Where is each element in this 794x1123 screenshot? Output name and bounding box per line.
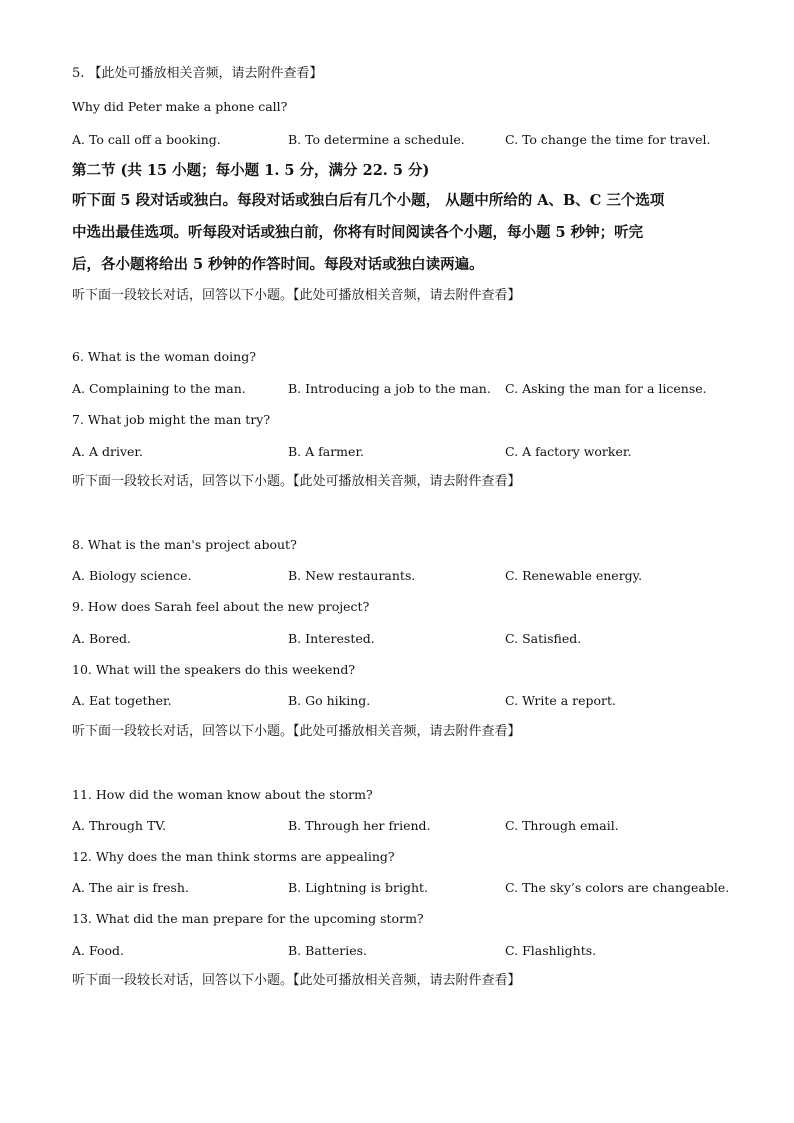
option-c: C. Through email. <box>505 818 619 833</box>
section-heading: 第二节 (共 15 小题；每小题 1. 5 分，满分 22. 5 分) <box>72 162 430 179</box>
option-c: C. Asking the man for a license. <box>505 381 707 396</box>
option-b: B. New restaurants. <box>288 568 416 583</box>
option-a: A. To call off a booking. <box>72 132 221 147</box>
section-instructions-line: 后，各小题将给出 5 秒钟的作答时间。每段对话或独白读两遍。 <box>72 256 484 273</box>
option-c: C. Flashlights. <box>505 943 597 958</box>
option-a: A. Food. <box>72 943 124 958</box>
question-text: 10. What will the speakers do this weekend? <box>72 662 356 677</box>
question-text: 12. Why does the man think storms are appealing? <box>72 849 395 864</box>
audio-prompt[interactable]: 听下面一段较长对话，回答以下小题。【此处可播放相关音频，请去附件查看】 <box>72 724 521 739</box>
option-c: C. A factory worker. <box>505 444 632 459</box>
option-b: B. Interested. <box>288 631 375 646</box>
audio-prompt[interactable]: 听下面一段较长对话，回答以下小题。【此处可播放相关音频，请去附件查看】 <box>72 973 521 988</box>
question-text: 7. What job might the man try? <box>72 412 271 427</box>
option-b: B. To determine a schedule. <box>288 132 465 147</box>
option-c: C. Renewable energy. <box>505 568 643 583</box>
option-b: B. Lightning is bright. <box>288 880 428 895</box>
question-text: Why did Peter make a phone call? <box>72 99 288 114</box>
option-c: C. To change the time for travel. <box>505 132 711 147</box>
audio-note[interactable]: 5. 【此处可播放相关音频，请去附件查看】 <box>72 66 323 81</box>
section-instructions-line: 听下面 5 段对话或独白。每段对话或独白后有几个小题， 从题中所给的 A、B、C 三个选项 <box>72 192 665 209</box>
option-b: B. A farmer. <box>288 444 365 459</box>
option-a: A. A driver. <box>72 444 143 459</box>
option-a: A. Biology science. <box>72 568 192 583</box>
audio-prompt[interactable]: 听下面一段较长对话，回答以下小题。【此处可播放相关音频，请去附件查看】 <box>72 288 521 303</box>
option-a: A. Bored. <box>72 631 132 646</box>
question-text: 9. How does Sarah feel about the new project? <box>72 599 370 614</box>
question-text: 13. What did the man prepare for the upcoming storm? <box>72 911 424 926</box>
option-a: A. The air is fresh. <box>72 880 189 895</box>
section-instructions-line: 中选出最佳选项。听每段对话或独白前，你将有时间阅读各个小题，每小题 5 秒钟；听完 <box>72 224 644 241</box>
question-text: 6. What is the woman doing? <box>72 349 256 364</box>
question-text: 11. How did the woman know about the storm? <box>72 787 373 802</box>
option-a: A. Complaining to the man. <box>72 381 246 396</box>
question-text: 8. What is the man's project about? <box>72 537 297 552</box>
option-b: B. Through her friend. <box>288 818 431 833</box>
option-c: C. Write a report. <box>505 693 617 708</box>
option-a: A. Through TV. <box>72 818 167 833</box>
option-b: B. Introducing a job to the man. <box>288 381 491 396</box>
option-a: A. Eat together. <box>72 693 172 708</box>
audio-prompt[interactable]: 听下面一段较长对话，回答以下小题。【此处可播放相关音频，请去附件查看】 <box>72 474 521 489</box>
option-c: C. The sky’s colors are changeable. <box>505 880 730 895</box>
option-b: B. Batteries. <box>288 943 367 958</box>
option-b: B. Go hiking. <box>288 693 371 708</box>
option-c: C. Satisfied. <box>505 631 582 646</box>
